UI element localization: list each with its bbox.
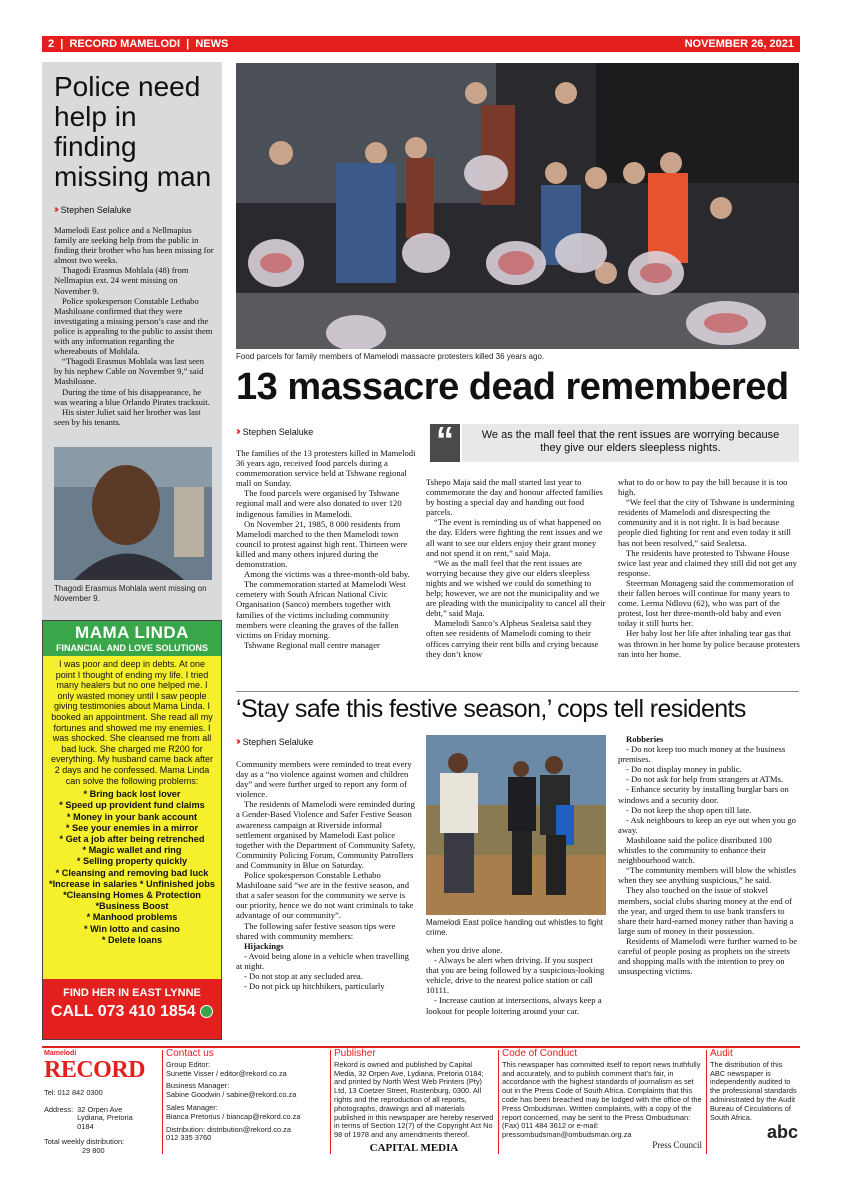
story2-col-2	[426, 945, 606, 1016]
contact-line: 012 335 3760	[166, 1133, 212, 1143]
hijackings-subhead: Hijackings	[244, 940, 284, 951]
publisher-text: Rekord is owned and published by Capital Media, 32 Orpen Ave, Lydiana, Pretoria 0184; and printed by North West Web Printers (Pty) Ltd, 13 Coetzer Street, Rustenburg, 0300. All rights and the reproduction of all reports, photographs, drawings and all materials published in this newspaper are hereby reserved in terms of Section 12(7) of the Copyright Act No 98 of 1978 and any amendments thereof.	[334, 1059, 494, 1140]
paragraph: - Do not keep the shop open till late.	[626, 804, 752, 815]
story2-col-1	[236, 759, 416, 991]
paragraph: - Always be alert when driving. If you suspect that you are being followed by a suspicious-looking vehicle, drive to the nearest police station or call 10111.	[426, 955, 605, 996]
record-logo: RECORD	[44, 1056, 146, 1083]
ad-service-item: * Bring back lost lover	[83, 789, 181, 800]
ad-service-item: * Selling property quickly	[76, 856, 188, 867]
chevron-icon: ››	[236, 426, 239, 437]
footer-publisher	[334, 1050, 494, 1153]
paragraph: “Thagodi Erasmus Mohlala was last seen by his nephew Cable on November 9,” said Mashiloane.	[54, 356, 204, 387]
footer-address: Address: 32 Orpen Ave Lydiana, Pretoria 0184	[44, 1104, 133, 1132]
article-headline: Police need help in finding missing man	[54, 71, 212, 192]
paragraph: - Enhance security by installing burglar bars on windows and a security door.	[618, 784, 789, 805]
paragraph: Police spokesperson Constable Lethabo Mashiloane said “we are in the festive season, and that a safer season for the community we serve is our priority, hence we do not want criminals to take advantage of our community”.	[236, 870, 414, 921]
missing-man-photo	[54, 447, 212, 580]
logo-small: Mamelodi	[44, 1050, 77, 1057]
contact-line: Group Editor:	[166, 1059, 210, 1069]
story2-col-3	[618, 734, 800, 976]
main-col-1	[236, 448, 418, 650]
paragraph: The residents have protested to Tshwane House twice last year and claimed they still did not get any response.	[618, 547, 797, 578]
chevron-icon: ››	[236, 736, 239, 747]
paragraph: “We as the mall feel that the rent issues are worrying because they give our elders sleepless nights and we wished we could do something to help; however, we are not the municipality and we are pleading with the municipality to cancel all their debt,” said Maja.	[426, 557, 606, 619]
paragraph: what to do or how to pay the bill because it is too high.	[618, 477, 788, 498]
contact-line: Business Manager:	[166, 1081, 230, 1091]
mama-linda-advert	[42, 620, 222, 1040]
pull-quote: We as the mall feel that the rent issues are worrying because they give our elders sleepless nights.	[462, 424, 799, 462]
paragraph: Mamelodi East police and a Nellmapius family are seeking help from the public in finding their brother who has been missing for almost two weeks.	[54, 225, 214, 266]
paragraph: “The community members will blow the whistles when they see anything suspicious,” he said.	[618, 865, 796, 886]
paragraph: Tshepo Maja said the mall started last year to commemorate the day and honour affected families by hosting a special day and handing out food parcels.	[426, 477, 603, 518]
story2-headline: ‘Stay safe this festive season,’ cops tell residents	[236, 695, 746, 723]
ad-service-item: *Business Boost	[95, 901, 169, 912]
contact-line: Distribution: distribution@rekord.co.za	[166, 1124, 291, 1134]
paragraph: They also touched on the issue of stokvel members, social clubs sharing money at the end of the year, and urged them to use bank transfers to share their hard-earned money rather than having a large sum of money in their possession.	[618, 885, 794, 936]
missing-person-article	[42, 62, 222, 622]
section-name: NEWS	[195, 38, 229, 50]
paragraph: Mashiloane said the police distributed 100 whistles to the community to enhance their neighbourhood watch.	[618, 834, 772, 866]
main-byline: ›› Stephen Selaluke	[236, 426, 314, 437]
article-body	[54, 225, 214, 427]
paragraph: - Do not pick up hitchhikers, particularly	[244, 981, 385, 992]
contact-line: Sales Manager:	[166, 1102, 218, 1112]
ad-service-item: * Speed up provident fund claims	[59, 800, 205, 811]
paragraph: Residents of Mamelodi were further warned to be careful of people posing as prophets on the streets and shopping malls with the intention to prey on unsuspecting victims.	[618, 935, 798, 977]
paragraph: - Ask neighbours to keep an eye out when you go away.	[618, 814, 796, 835]
paragraph: “The event is reminding us of what happened on the day. Elders were fighting the rent issues and we all want to see our elders enjoy their grant money and not spend it on rent,” said Maja.	[426, 517, 603, 558]
story2-byline: ›› Stephen Selaluke	[236, 736, 314, 747]
paragraph: - Do not stop at any secluded area.	[244, 970, 363, 981]
ad-location: FIND HER IN EAST LYNNE	[63, 987, 201, 999]
conduct-text: This newspaper has committed itself to report news truthfully and accurately, and to publish comment that’s fair, in accordance with the highest standards of journalism as set out in the Press Code of South Africa. Complaints that this code has been breached may be lodged with the office of the Press Ombudsman. Written complaints, with a copy of the report concerned, may be sent to the Press Ombudsman: (Fax) 011 484 3612 or e-mail: pressombudsman@ombudsman.org.za	[502, 1059, 702, 1140]
paragraph: when you drive alone.	[426, 945, 503, 955]
whatsapp-icon	[200, 1005, 213, 1018]
ad-contact-banner	[43, 979, 221, 1039]
ad-testimony: I was poor and deep in debts. At one point I thought of ending my life. I tried many healers but no one helped me. I only wasted money until I saw people giving testimonies about Mama Linda. I booked an appointment. She read all my fortunes and showed me my enemies. I was shocked. She cleansed me from all bad luck. She charged me R200 for everything. My husband came back after 2 days and he confessed. Mama Linda can solve the following problems:	[50, 659, 214, 786]
paragraph: The following safer festive season tips were shared with community members:	[236, 920, 396, 941]
ad-service-item: * Delete loans	[101, 934, 163, 945]
main-headline: 13 massacre dead remembered	[236, 366, 789, 408]
paragraph: - Do not ask for help from strangers at ATMs.	[626, 774, 784, 785]
footer-contact	[166, 1050, 326, 1143]
paragraph: The food parcels were organised by Tshwane regional mall and were also donated to over 120 indigenous families in Mamelodi.	[236, 488, 402, 519]
food-parcel-photo	[236, 63, 799, 349]
paragraph: - Increase caution at intersections, always keep a lookout for people loitering around your car.	[426, 995, 602, 1016]
paragraph: Mamelodi Sanco’s Alpheus Sealetsa said they often see residents of Mamelodi coming to their offices carrying their rent bills and crying because they don’t know	[426, 618, 599, 659]
paragraph: - Do not display money in public.	[626, 764, 742, 775]
masthead-footer	[42, 1046, 800, 1158]
publisher-heading: Publisher	[334, 1048, 376, 1059]
byline: ›› Stephen Selaluke	[54, 204, 132, 215]
ad-service-item: * Manhood problems	[86, 912, 178, 923]
footer-distribution: Total weekly distribution: 29 800	[44, 1136, 125, 1155]
paragraph: Thagodi Erasmus Mohlala (48) from Nellmapius ext. 24 went missing on November 9.	[54, 265, 189, 296]
ad-title: MAMA LINDA	[75, 623, 189, 642]
press-council-logo: Press Council	[652, 1139, 702, 1150]
ad-subtitle: FINANCIAL AND LOVE SOLUTIONS	[55, 643, 208, 653]
footer-tel: Tel: 012 842 0300	[44, 1087, 103, 1097]
main-col-3	[618, 477, 800, 659]
publication-name: RECORD MAMELODI	[69, 38, 181, 50]
ad-header	[43, 621, 221, 656]
paragraph: Her baby lost her life after inhaling tear gas that was thrown in her home by police because protesters ran into her home.	[618, 628, 800, 659]
contact-heading: Contact us	[166, 1048, 214, 1059]
photo-caption: Thagodi Erasmus Mohlala went missing on November 9.	[54, 584, 207, 603]
paragraph: Police spokesperson Constable Lethabo Mashiloane confirmed that they were investigating a missing person’s case and the police is appealing to the public to assist them with any information regarding the whereabouts of Mohlala.	[54, 295, 213, 357]
paragraph: Among the victims was a three-month-old baby.	[244, 569, 410, 580]
audit-text: The distribution of this ABC newspaper is independently audited to the professional standards administrated by the Audit Bureau of Circulations of South Africa.	[710, 1059, 797, 1122]
whistle-handout-photo	[426, 735, 606, 915]
main-col-2	[426, 477, 606, 659]
paragraph: - Avoid being alone in a vehicle when travelling at night.	[236, 950, 409, 971]
issue-date: NOVEMBER 26, 2021	[684, 38, 794, 50]
paragraph: Tshwane Regional mall centre manager	[244, 639, 380, 650]
abc-logo: abc	[766, 1122, 798, 1143]
paragraph: Community members were reminded to treat every day as a “no violence against women and children day” and were further urged to report any form of violence.	[236, 759, 412, 800]
paragraph: The families of the 13 protesters killed in Mamelodi 36 years ago, received food parcels during a commemoration service held at Tshwane regional mall on Sunday.	[236, 448, 416, 489]
ad-service-item: * Win lotto and casino	[84, 923, 180, 934]
paragraph: On November 21, 1985, 8 000 residents from Mamelodi marched to the then Mamelodi town council to protest against high rent. Thirteen were killed and many others injured during the demonstration.	[236, 518, 408, 570]
footer-conduct	[502, 1050, 702, 1150]
ad-service-item: * See your enemies in a mirror	[65, 822, 199, 833]
ad-phone[interactable]: CALL 073 410 1854	[43, 1003, 221, 1021]
ad-service-item: *Cleansing Homes & Protection	[63, 889, 201, 900]
contact-line: Sabine Goodwin / sabine@rekord.co.za	[166, 1090, 297, 1100]
paragraph: Steerman Monageng said the commemoration of their fallen heroes will continue for many years to come. Lerma Ndlovu (62), who was part of the protest, lost her three-month-old baby and even today it still hurts her.	[618, 577, 794, 629]
chevron-icon: ››	[54, 204, 57, 215]
paragraph: His sister Juliet said her brother was last seen by his tenants.	[54, 406, 201, 427]
capital-media-logo: CAPITAL MEDIA	[369, 1141, 459, 1154]
paragraph: “We feel that the city of Tshwane is undermining residents of Mamelodi and disrespecting the community and it is not right. It is bad because people died fighting for rent and even today it still has not been resolved,” said Sealetsa.	[618, 497, 795, 548]
ad-service-item: * Cleansing and removing bad luck	[55, 867, 209, 878]
ad-service-item: * Get a job after being retrenched	[59, 833, 205, 844]
robberies-subhead: Robberies	[626, 734, 664, 744]
ad-services-list	[43, 789, 221, 946]
audit-heading: Audit	[710, 1048, 733, 1059]
footer-audit	[710, 1048, 798, 1143]
contact-line: Sunette Visser / editor@rekord.co.za	[166, 1068, 287, 1078]
divider	[236, 691, 799, 692]
main-photo-caption: Food parcels for family members of Mamelodi massacre protesters killed 36 years ago.	[236, 352, 545, 361]
ad-service-item: * Money in your bank account	[66, 811, 198, 822]
story2-photo-caption: Mamelodi East police handing out whistles to fight crime.	[426, 918, 603, 937]
paragraph: The commemoration started at Mamelodi West cemetery with South African National Civic Organisation (Sanco) members together with families of the victims including community members were cleaning the graves of the fallen victims on Friday morning.	[236, 579, 406, 640]
footer-brand	[44, 1050, 158, 1156]
ad-service-item: * Magic wallet and ring	[82, 845, 182, 856]
paragraph: The residents of Mamelodi were reminded during a Gender-Based Violence and Safer Festive Season awareness campaign at Riverside informal settlement organised by Mamelodi East police together with the Department of Community Safety, Community Policing Forum, Community Patrollers and Community in Blue on Saturday.	[236, 799, 416, 870]
conduct-heading: Code of Conduct	[502, 1048, 578, 1059]
ad-service-item: *Increase in salaries * Unfinished jobs	[49, 878, 215, 889]
paragraph: - Do not keep too much money at the business premises.	[618, 744, 786, 765]
quote-mark-icon: “	[430, 424, 460, 462]
page-number: 2	[48, 38, 55, 50]
contact-line: Bianca Pretorius / biancap@rekord.co.za	[166, 1111, 301, 1121]
page-header: 2 | RECORD MAMELODI | NEWS NOVEMBER 26, 2021	[42, 36, 800, 52]
paragraph: During the time of his disappearance, he was wearing a blue Orlando Pirates tracksuit.	[54, 386, 210, 407]
